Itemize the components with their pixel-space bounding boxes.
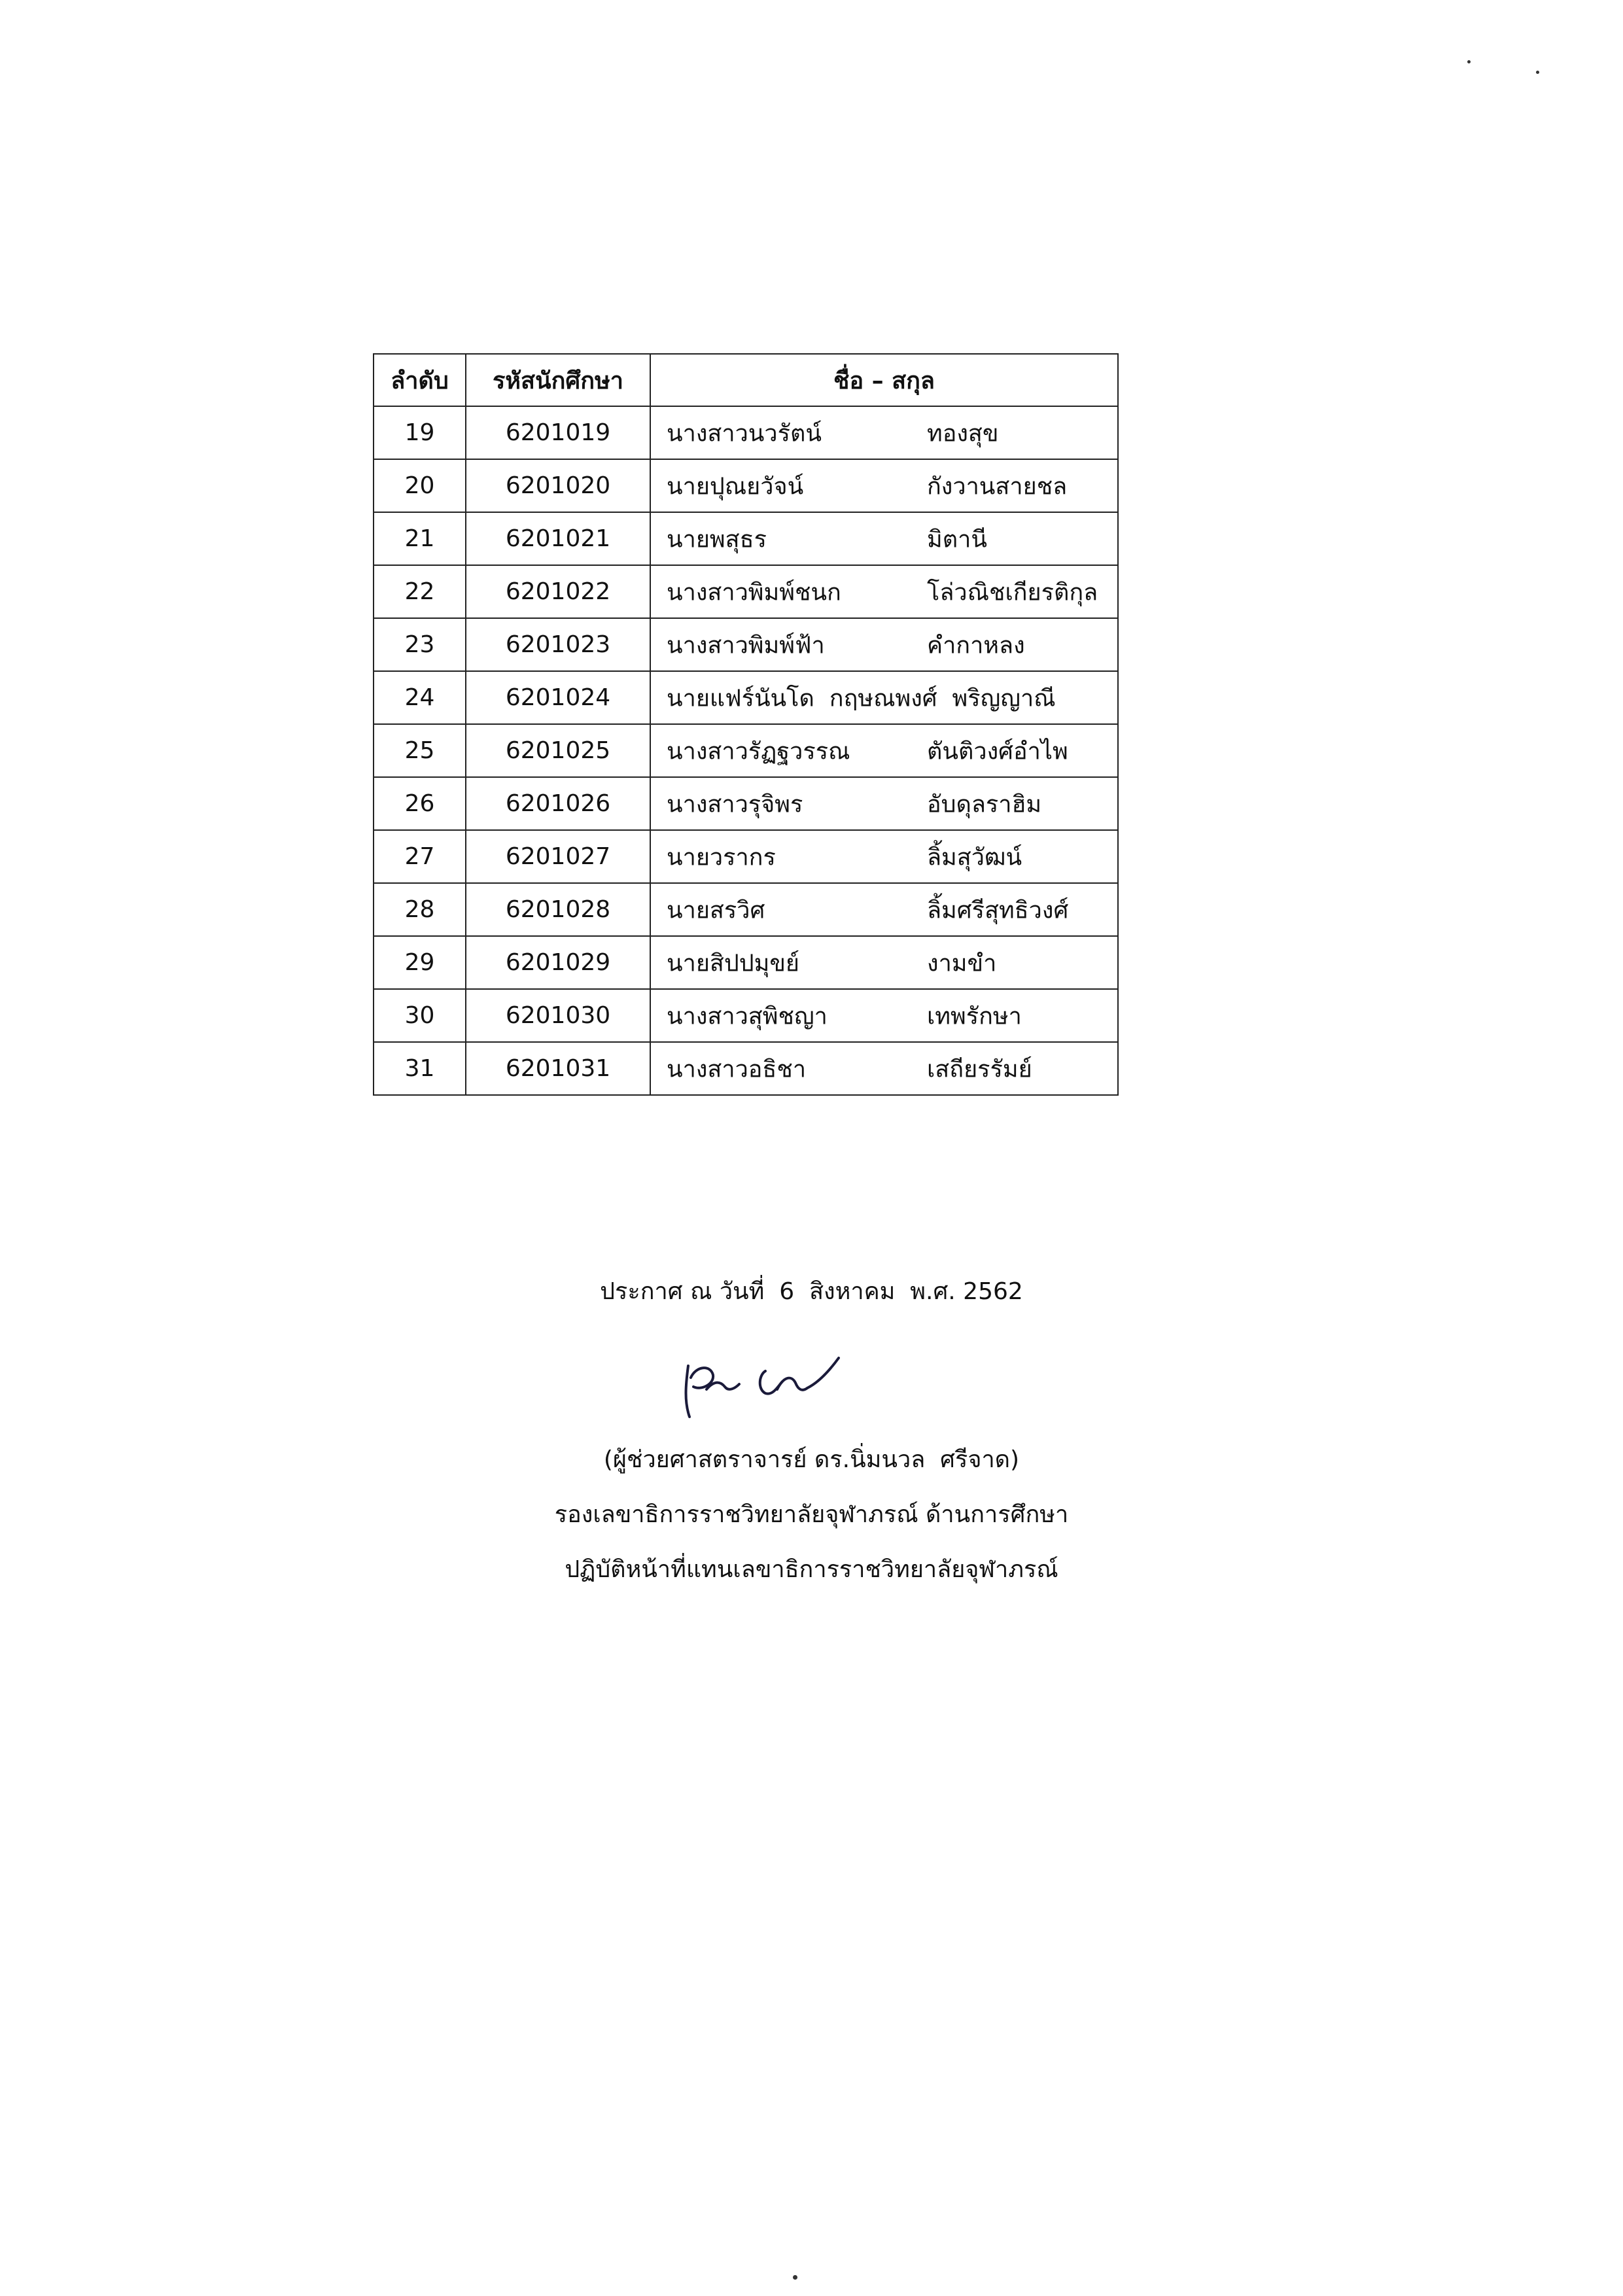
student-id: 6201023 <box>466 618 650 671</box>
student-id: 6201024 <box>466 671 650 724</box>
announcement-date: ประกาศ ณ วันที่ 6 สิงหาคม พ.ศ. 2562 <box>600 1278 1023 1305</box>
student-id: 6201020 <box>466 459 650 512</box>
student-name <box>650 671 1118 724</box>
full-name: นายแฟร์นันโด กฤษณพงศ์ พริญญาณี <box>667 685 1056 712</box>
first-name: นายสรวิศ <box>667 897 765 924</box>
student-name <box>650 406 1118 459</box>
table-row <box>374 883 1118 936</box>
table-row <box>374 936 1118 989</box>
student-id: 6201021 <box>466 512 650 565</box>
first-name: นางสาวนวรัตน์ <box>667 420 822 447</box>
student-name <box>650 565 1118 618</box>
last-name: โล่วณิชเกียรติกุล <box>927 579 1098 606</box>
signature-block <box>0 1433 1623 1597</box>
student-name <box>650 830 1118 883</box>
table-row <box>374 830 1118 883</box>
last-name: ลิ้มสุวัฒน์ <box>927 844 1022 871</box>
handwritten-signature <box>667 1346 864 1425</box>
row-number: 21 <box>374 512 466 565</box>
first-name: นางสาวอธิชา <box>667 1056 807 1083</box>
last-name: มิตานี <box>927 526 987 553</box>
row-number: 19 <box>374 406 466 459</box>
first-name: นายวรากร <box>667 844 776 871</box>
student-name <box>650 512 1118 565</box>
table-header-row <box>374 354 1118 406</box>
student-name <box>650 459 1118 512</box>
table-row <box>374 618 1118 671</box>
student-id: 6201026 <box>466 777 650 830</box>
table-row <box>374 459 1118 512</box>
student-name <box>650 936 1118 989</box>
row-number: 31 <box>374 1042 466 1095</box>
last-name: คำกาหลง <box>927 632 1025 659</box>
last-name: ลิ้มศรีสุทธิวงศ์ <box>927 897 1069 924</box>
student-table <box>373 353 1119 1096</box>
student-name <box>650 989 1118 1042</box>
table-row <box>374 512 1118 565</box>
student-id: 6201030 <box>466 989 650 1042</box>
first-name: นายปุณยวัจน์ <box>667 473 804 500</box>
row-number: 25 <box>374 724 466 777</box>
row-number: 26 <box>374 777 466 830</box>
student-id: 6201027 <box>466 830 650 883</box>
student-name <box>650 1042 1118 1095</box>
header-no: ลำดับ <box>374 354 466 406</box>
last-name: งามขำ <box>927 950 997 977</box>
student-id: 6201028 <box>466 883 650 936</box>
last-name: ทองสุข <box>927 420 999 447</box>
student-id: 6201019 <box>466 406 650 459</box>
table-row <box>374 777 1118 830</box>
last-name: เสถียรรัมย์ <box>927 1056 1032 1083</box>
header-student-id: รหัสนักศึกษา <box>466 354 650 406</box>
signatory-acting-position: ปฏิบัติหน้าที่แทนเลขาธิการราชวิทยาลัยจุฬาภรณ์ <box>565 1556 1058 1583</box>
row-number: 27 <box>374 830 466 883</box>
last-name: เทพรักษา <box>927 1003 1022 1030</box>
row-number: 20 <box>374 459 466 512</box>
student-name <box>650 724 1118 777</box>
table-row <box>374 565 1118 618</box>
table-row <box>374 671 1118 724</box>
scan-speck <box>793 2275 797 2280</box>
student-name <box>650 883 1118 936</box>
table-row <box>374 406 1118 459</box>
table-row <box>374 989 1118 1042</box>
row-number: 30 <box>374 989 466 1042</box>
student-name <box>650 618 1118 671</box>
row-number: 24 <box>374 671 466 724</box>
table-row <box>374 724 1118 777</box>
table-row <box>374 1042 1118 1095</box>
student-id: 6201031 <box>466 1042 650 1095</box>
first-name: นางสาวพิมพ์ฟ้า <box>667 632 825 659</box>
scan-speck <box>1536 71 1539 74</box>
signatory-position: รองเลขาธิการราชวิทยาลัยจุฬาภรณ์ ด้านการศึกษา <box>554 1501 1069 1528</box>
signatory-name: (ผู้ช่วยศาสตราจารย์ ดร.นิ่มนวล ศรีจาด) <box>603 1446 1020 1473</box>
student-id: 6201025 <box>466 724 650 777</box>
row-number: 23 <box>374 618 466 671</box>
student-name <box>650 777 1118 830</box>
first-name: นายสิปปมุขย์ <box>667 950 800 977</box>
first-name: นางสาวสุพิชญา <box>667 1003 828 1030</box>
first-name: นางสาวพิมพ์ชนก <box>667 579 841 606</box>
student-id: 6201022 <box>466 565 650 618</box>
row-number: 28 <box>374 883 466 936</box>
student-id: 6201029 <box>466 936 650 989</box>
last-name: ตันติวงศ์อำไพ <box>927 738 1068 765</box>
last-name: อับดุลราฮิม <box>927 791 1042 818</box>
first-name: นายพสุธร <box>667 526 767 553</box>
first-name: นางสาวรัฏฐวรรณ <box>667 738 850 765</box>
last-name: กังวานสายชล <box>927 473 1068 500</box>
first-name: นางสาวรุจิพร <box>667 791 803 818</box>
row-number: 22 <box>374 565 466 618</box>
scan-speck <box>1467 60 1471 63</box>
row-number: 29 <box>374 936 466 989</box>
header-name: ชื่อ – สกุล <box>650 354 1118 406</box>
